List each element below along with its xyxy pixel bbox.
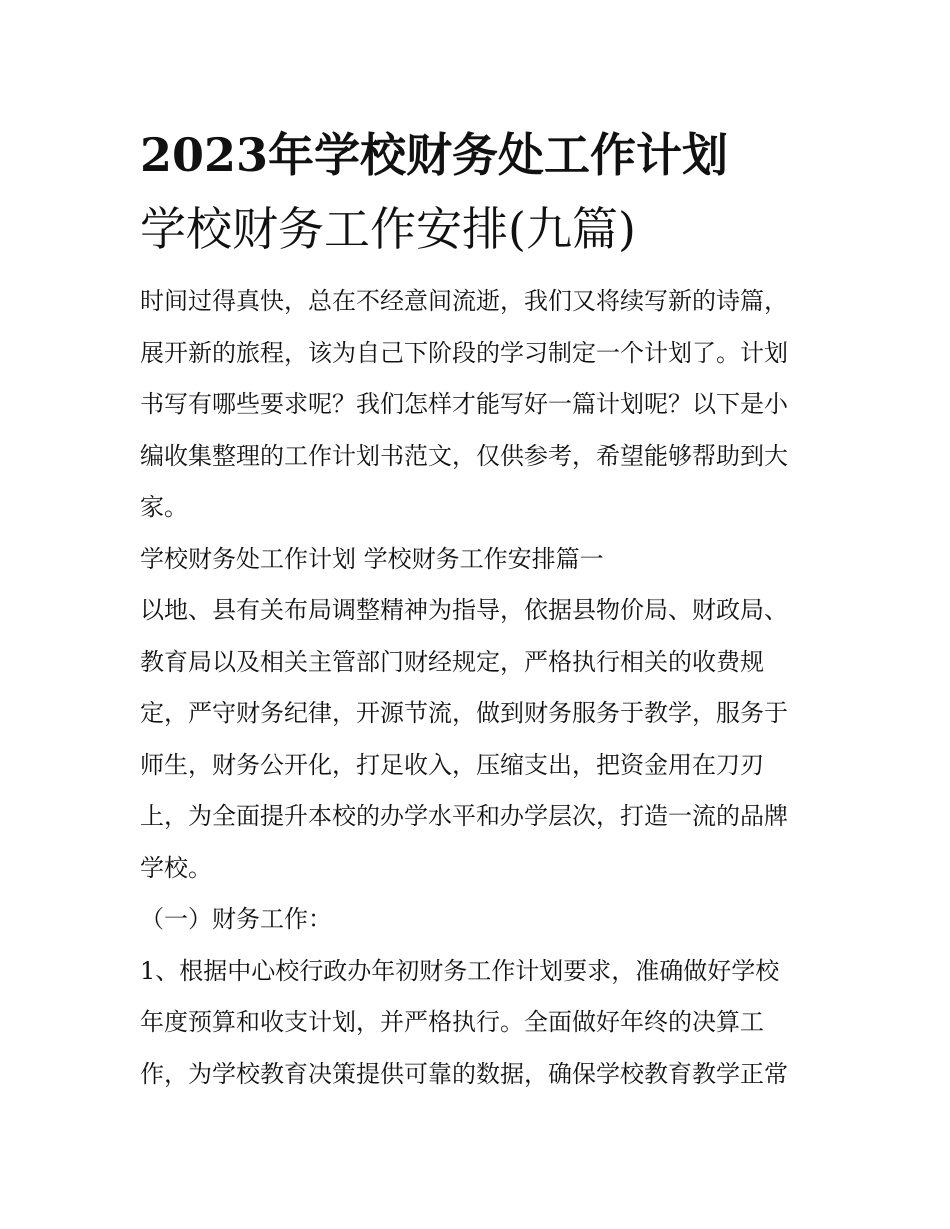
document-title bbox=[140, 118, 830, 266]
section-line: 教育局以及相关主管部门财经规定，严格执行相关的收费规 bbox=[140, 647, 764, 676]
title-line-2: 学校财务工作安排(九篇) bbox=[140, 202, 636, 256]
item-line: 年度预算和收支计划，并严格执行。全面做好年终的决算工 bbox=[140, 1008, 764, 1036]
section-line: 师生，财务公开化，打足收入，压缩支出，把资金用在刀刃 bbox=[140, 750, 764, 779]
section-line: 定，严守财务纪律，开源节流，做到财务服务于教学，服务于 bbox=[140, 699, 788, 727]
intro-line: 家。 bbox=[140, 493, 188, 521]
intro-line: 书写有哪些要求呢？我们怎样才能写好一篇计划呢？以下是小 bbox=[140, 390, 788, 418]
intro-line: 展开新的旅程，该为自己下阶段的学习制定一个计划了。计划 bbox=[140, 338, 788, 367]
section-line: 上，为全面提升本校的办学水平和办学层次，打造一流的品牌 bbox=[140, 802, 788, 830]
title-line-1: 2023年学校财务处工作计划 bbox=[140, 128, 729, 182]
intro-line: 编收集整理的工作计划书范文，仅供参考，希望能够帮助到大 bbox=[140, 441, 788, 470]
section-line: 学校。 bbox=[140, 853, 212, 882]
section-heading: 学校财务处工作计划 学校财务工作安排篇一 bbox=[140, 544, 604, 573]
subheading: （一）财务工作： bbox=[140, 905, 332, 933]
intro-line: 时间过得真快，总在不经意间流逝，我们又将续写新的诗篇， bbox=[140, 287, 788, 315]
document-body bbox=[140, 276, 830, 1100]
item-line: 1、根据中心校行政办年初财务工作计划要求，准确做好学校 bbox=[140, 956, 780, 985]
item-line: 作，为学校教育决策提供可靠的数据，确保学校教育教学正常 bbox=[140, 1059, 788, 1088]
section-line: 以地、县有关布局调整精神为指导，依据县物价局、财政局、 bbox=[140, 596, 788, 624]
